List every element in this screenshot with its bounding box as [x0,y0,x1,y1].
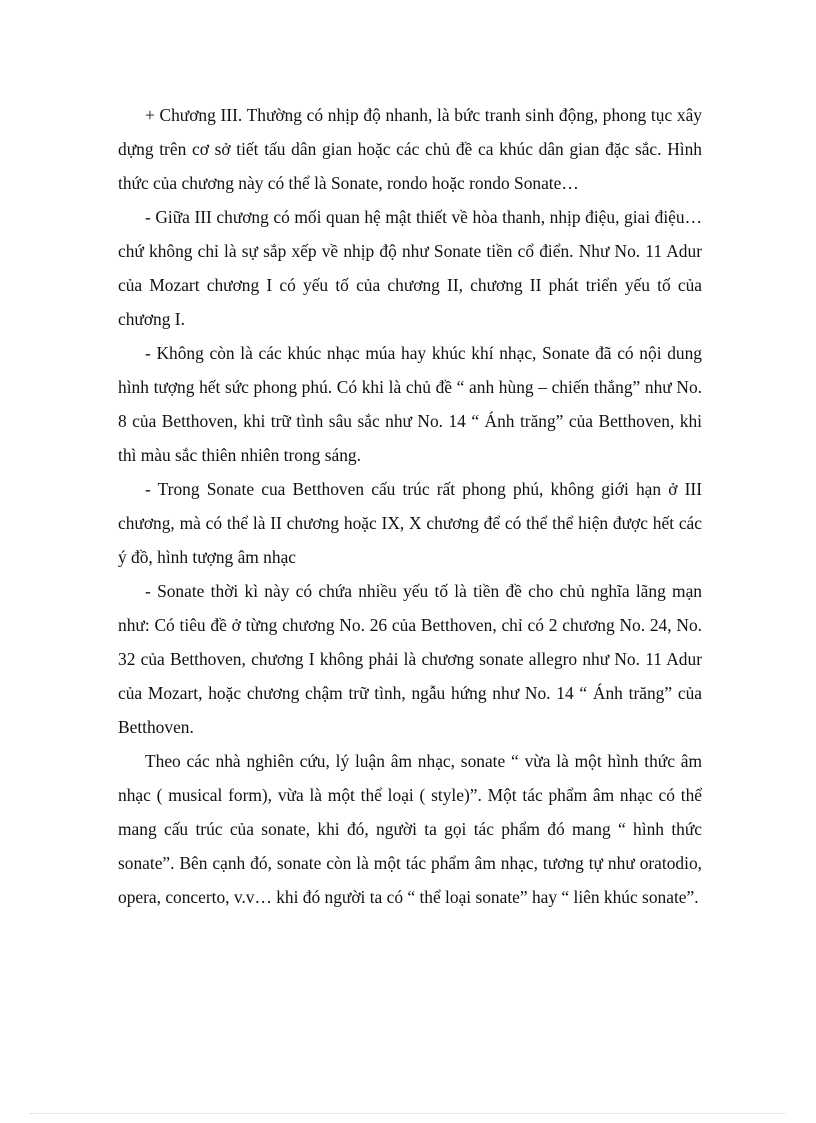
paragraph-quan-he-giua-chuong: - Giữa III chương có mối quan hệ mật thiết về hòa thanh, nhịp điệu, giai điệu… chứ không chỉ là sự sắp xếp về nhịp độ như Sonate tiền cổ điển. Như No. 11 Adur của Mozart chương I có yếu tố của chương II, chương II phát triển yếu tố của chương I. [118,207,702,329]
page-bottom-divider [30,1113,786,1114]
paragraph-noi-dung-hinh-tuong: - Không còn là các khúc nhạc múa hay khúc khí nhạc, Sonate đã có nội dung hình tượng hết sức phong phú. Có khi là chủ đề “ anh hùng – chiến thắng” như No. 8 của Betthoven, khi trữ tình sâu sắc như No. 14 “ Ánh trăng” của Betthoven, khi thì màu sắc thiên nhiên trong sáng. [118,343,702,465]
paragraph-chuong-iii: + Chương III. Thường có nhịp độ nhanh, là bức tranh sinh động, phong tục xây dựng trên cơ sở tiết tấu dân gian hoặc các chủ đề ca khúc dân gian đặc sắc. Hình thức của chương này có thể là Sonate, rondo hoặc rondo Sonate… [118,105,702,193]
paragraph-dinh-nghia-sonate: Theo các nhà nghiên cứu, lý luận âm nhạc, sonate “ vừa là một hình thức âm nhạc ( musical form), vừa là một thể loại ( style)”. Một tác phẩm âm nhạc có thể mang cấu trúc của sonate, khi đó, người ta gọi tác phẩm đó mang “ hình thức sonate”. Bên cạnh đó, sonate còn là một tác phẩm âm nhạc, tương tự như oratodio, opera, concerto, v.v… khi đó người ta có “ thể loại sonate” hay “ liên khúc sonate”. [118,751,702,907]
paragraph-tien-de-lang-man: - Sonate thời kì này có chứa nhiều yếu tố là tiền đề cho chủ nghĩa lãng mạn như: Có tiêu đề ở từng chương No. 26 của Betthoven, chỉ có 2 chương No. 24, No. 32 của Betthoven, chương I không phải là chương sonate allegro như No. 11 Adur của Mozart, hoặc chương chậm trữ tình, ngẫu hứng như No. 14 “ Ánh trăng” của Betthoven. [118,581,702,737]
paragraph-cau-truc-betthoven: - Trong Sonate cua Betthoven cấu trúc rất phong phú, không giới hạn ở III chương, mà có thể là II chương hoặc IX, X chương để có thể thể hiện được hết các ý đồ, hình tượng âm nhạc [118,479,702,567]
document-body [118,98,702,914]
